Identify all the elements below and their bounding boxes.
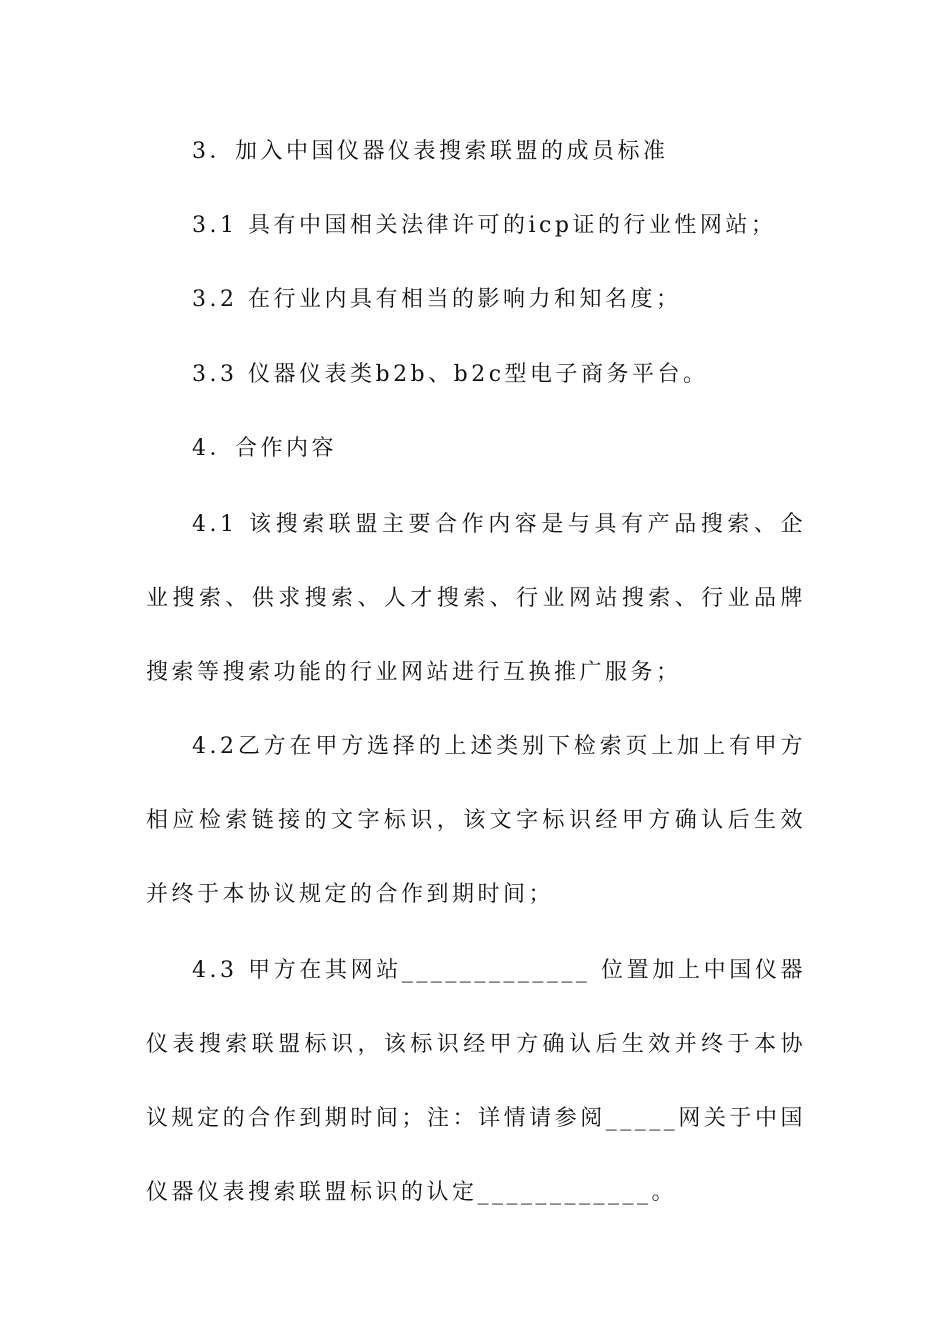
paragraph-4-1: 4.1 该搜索联盟主要合作内容是与具有产品搜索、企业搜索、供求搜索、人才搜索、行业网站搜索、行业品牌搜索等搜索功能的行业网站进行互换推广服务； — [146, 512, 806, 685]
paragraph-3-1: 3.1 具有中国相关法律许可的icp证的行业性网站； — [192, 213, 777, 238]
paragraph-4-3: 4.3 甲方在其网站_____________ 位置加上中国仪器仪表搜索联盟标识，该标识经甲方确认后生效并终于本协议规定的合作到期时间；注：详情请参阅_____网关于中国仪器仪表搜索联盟标识的认定____________。 — [146, 958, 806, 1205]
heading-cooperation-content: 4．合作内容 — [192, 436, 337, 461]
heading-member-standards: 3．加入中国仪器仪表搜索联盟的成员标准 — [192, 139, 669, 164]
paragraph-3-2: 3.2 在行业内具有相当的影响力和知名度； — [192, 287, 682, 312]
paragraph-4-2: 4.2乙方在甲方选择的上述类别下检索页上加上有甲方相应检索链接的文字标识，该文字标识经甲方确认后生效并终于本协议规定的合作到期时间； — [146, 734, 806, 907]
paragraph-3-3: 3.3 仪器仪表类b2b、b2c型电子商务平台。 — [192, 362, 709, 387]
